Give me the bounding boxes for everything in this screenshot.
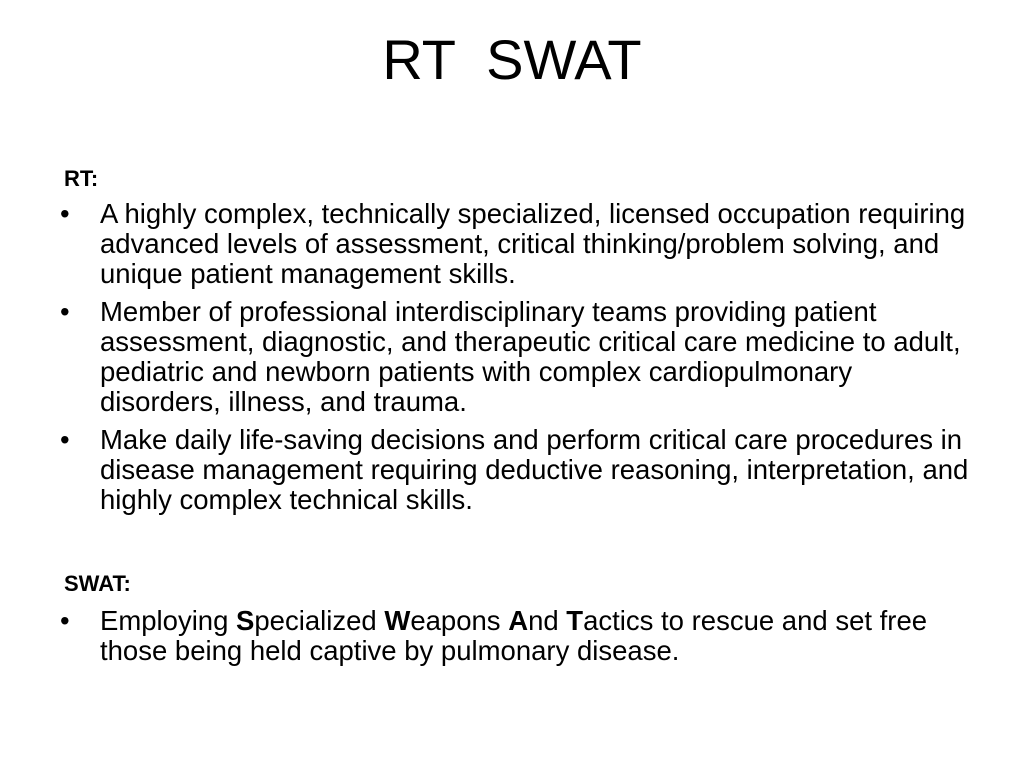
swat-text-part: Employing — [100, 605, 237, 636]
swat-text-part: actics to rescue and set free those being held captive by pulmonary disease. — [100, 605, 928, 666]
swat-acronym-letter: S — [236, 605, 255, 636]
swat-acronym-letter: A — [508, 605, 529, 636]
swat-bullet-list — [60, 606, 970, 674]
swat-section-label: SWAT: — [64, 571, 131, 596]
rt-bullet-3 — [60, 425, 970, 515]
rt-section-label: RT: — [64, 166, 99, 191]
swat-text-part: nd — [528, 605, 567, 636]
bullet-icon: • — [60, 605, 70, 636]
swat-bullet-1-text — [100, 605, 927, 666]
rt-bullet-1-text: A highly complex, technically specialized, licensed occupation requiring advanced levels of assessment, critical thinking/problem solving, and unique patient management skills. — [100, 198, 966, 289]
swat-text-part: eapons — [410, 605, 509, 636]
swat-acronym-letter: T — [566, 605, 584, 636]
bullet-icon: • — [60, 198, 70, 229]
rt-bullet-2-text: Member of professional interdisciplinary teams providing patient assessment, diagnostic, and therapeutic critical care medicine to adult, pediatric and newborn patients with complex cardiopulmonary disorders, illness, and trauma. — [100, 296, 961, 417]
swat-bullet-1 — [60, 606, 970, 666]
rt-bullet-1 — [60, 199, 970, 289]
swat-text-part: pecialized — [254, 605, 385, 636]
rt-bullet-list — [60, 199, 970, 523]
swat-acronym-letter: W — [384, 605, 411, 636]
rt-bullet-2 — [60, 297, 970, 417]
slide-title: RT SWAT — [382, 28, 642, 91]
bullet-icon: • — [60, 424, 70, 455]
rt-bullet-3-text: Make daily life-saving decisions and perform critical care procedures in disease management requiring deductive reasoning, interpretation, and highly complex technical skills. — [100, 424, 969, 515]
bullet-icon: • — [60, 296, 70, 327]
